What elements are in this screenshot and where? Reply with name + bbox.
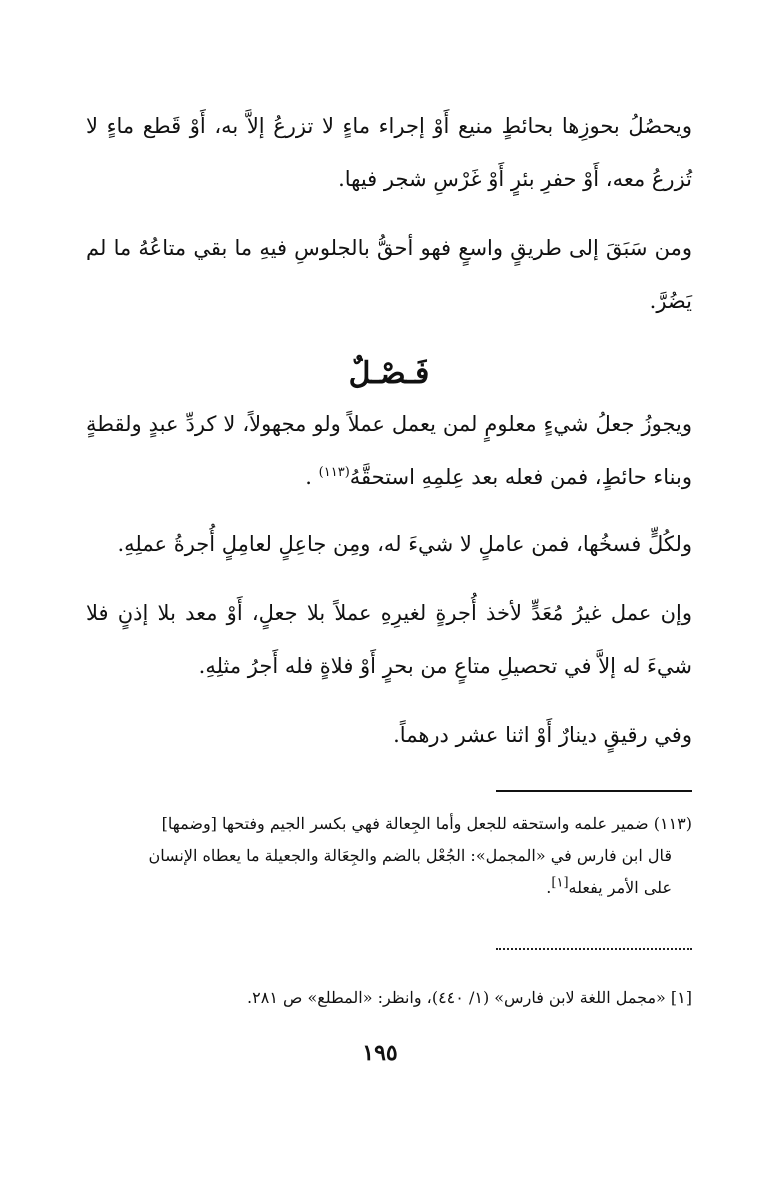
paragraph-road-seat: ومن سَبَقَ إلى طريقٍ واسعٍ فهو أحقُّ بالجلوسِ فيهِ ما بقي متاعُهُ ما لم يَضُرَّ. [86, 236, 692, 313]
paragraph-cancellation: ولكُلٍّ فسخُها، فمن عاملٍ لا شيءَ له، ومِن جاعِلٍ لعامِلٍ أُجرةُ عملِهِ. [117, 532, 692, 556]
paragraph-slave-reward: وفي رقيقٍ دينارٌ أَوْ اثنا عشر درهماً. [393, 723, 692, 747]
footnote-ref-113[interactable]: (١١٣) [318, 465, 350, 480]
editor-source-note: [١] «مجمل اللغة لابن فارس» (١/ ٤٤٠)، وانظر: «المطلع» ص ٢٨١. [247, 988, 692, 1007]
footnote-line [66, 872, 692, 904]
paragraph-jualah [86, 398, 692, 504]
footnote-line-end: . [546, 878, 552, 897]
main-text [86, 100, 692, 778]
page-number: ١٩٥ [362, 1040, 398, 1066]
paragraph-jualah-end: . [305, 465, 312, 489]
paragraph-jualah-text: ويجوزُ جعلُ شيءٍ معلومٍ لمن يعمل عملاً ولو مجهولاً، لا كردِّ عبدٍ ولقطةٍ وبناء حائطٍ، فمن فعله بعد عِلمِهِ استحقَّهُ [86, 412, 692, 489]
footnote-line-text: على الأمر يفعله [568, 878, 672, 897]
footnote-ref-1[interactable]: [١] [551, 875, 569, 891]
paragraph-possession: ويحصُلُ بحوزِها بحائطٍ منيع أَوْ إجراء ماءٍ لا تزرعُ إلاَّ به، أَوْ قَطع ماءٍ لا تُزرعُ معه، أَوْ حفرِ بئرٍ أَوْ غَرْسِ شجر فيها. [86, 114, 692, 191]
paragraph-work-without-contract: وإن عمل غيرُ مُعَدٍّ لأخذ أُجرةٍ لغيرِهِ عملاً بلا جعلٍ، أَوْ معد بلا إذنٍ فلا شيءَ له إلاَّ في تحصيلِ متاعٍ من بحرٍ أَوْ فلاةٍ فله أَجرُ مثلِهِ. [86, 601, 692, 678]
footnote-line: قال ابن فارس في «المجمل»: الجُعْل بالضم والجِعَالة والجعيلة ما يعطاه الإنسان [148, 846, 672, 865]
footnote-113 [66, 808, 692, 904]
footnote-line: (١١٣) ضمير علمه واستحقه للجعل وأما الجِعالة فهي بكسر الجيم وفتحها [وضمها] [161, 814, 692, 833]
footnote-separator [496, 790, 692, 792]
section-heading: فَـصْـلٌ [348, 356, 430, 391]
editor-note-separator [496, 948, 692, 950]
